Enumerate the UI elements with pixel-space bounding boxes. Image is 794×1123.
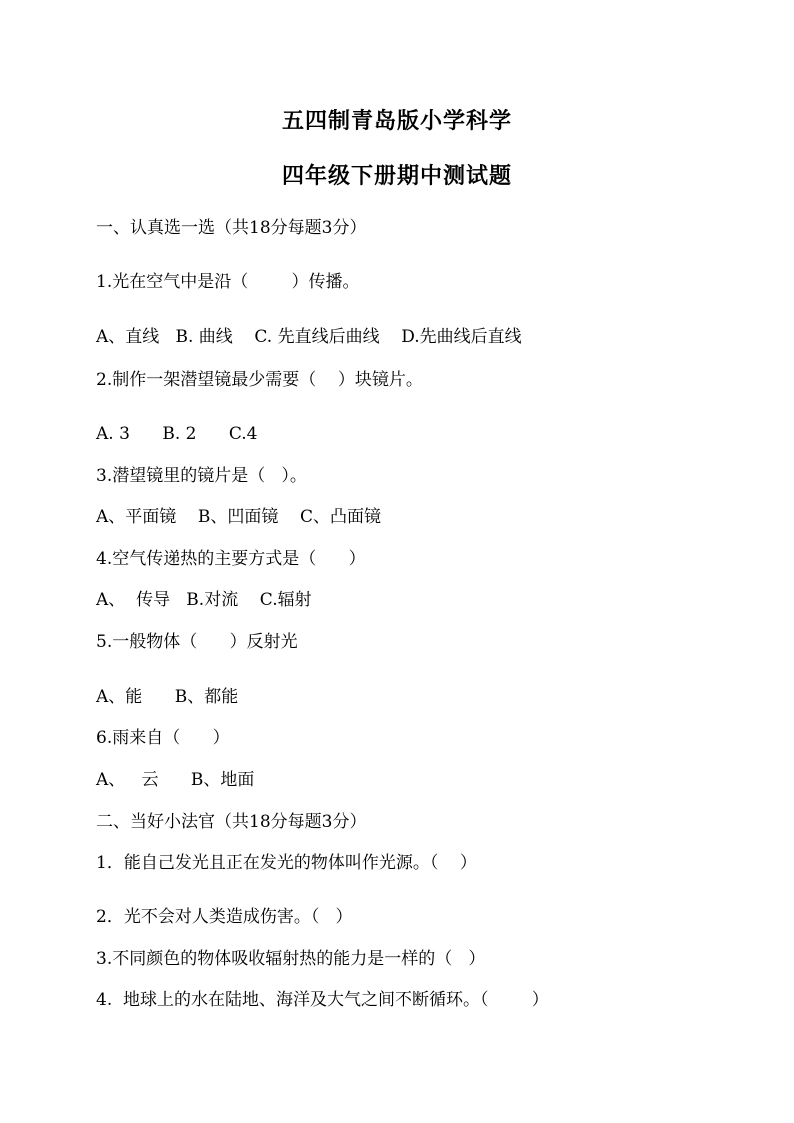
section1-heading: 一、认真选一选（共18分每题3分） bbox=[96, 218, 367, 238]
judgement-item-4: 4. 地球上的水在陆地、海洋及大气之间不断循环。（ ） bbox=[96, 990, 549, 1010]
question-1: 1.光在空气中是沿（ ）传播。 bbox=[96, 272, 360, 292]
judgement-item-3: 3.不同颜色的物体吸收辐射热的能力是一样的（ ） bbox=[96, 949, 486, 969]
question-2-options: A. 3 B. 2 C.4 bbox=[96, 424, 258, 444]
question-3-options: A、平面镜 B、凹面镜 C、凸面镜 bbox=[96, 507, 382, 527]
question-5-options: A、能 B、都能 bbox=[96, 687, 239, 707]
exam-subtitle: 四年级下册期中测试题 bbox=[281, 163, 512, 189]
section2-heading: 二、当好小法官（共18分每题3分） bbox=[96, 812, 367, 832]
question-4-options: A、 传导 B.对流 C.辐射 bbox=[96, 590, 312, 610]
question-2: 2.制作一架潜望镜最少需要（ ）块镜片。 bbox=[96, 370, 423, 390]
exam-title: 五四制青岛版小学科学 bbox=[281, 108, 512, 134]
question-5: 5.一般物体（ ）反射光 bbox=[96, 632, 298, 652]
judgement-item-1: 1．能自己发光且正在发光的物体叫作光源。（ ） bbox=[96, 853, 477, 873]
question-3: 3.潜望镜里的镜片是（ ）。 bbox=[96, 466, 307, 486]
question-4: 4.空气传递热的主要方式是（ ） bbox=[96, 549, 366, 569]
question-1-options: A、直线 B. 曲线 C. 先直线后曲线 D.先曲线后直线 bbox=[96, 327, 522, 347]
question-6: 6.雨来自（ ） bbox=[96, 728, 230, 748]
question-6-options: A、 云 B、地面 bbox=[96, 770, 255, 790]
judgement-item-2: 2．光不会对人类造成伤害。（ ） bbox=[96, 907, 353, 927]
